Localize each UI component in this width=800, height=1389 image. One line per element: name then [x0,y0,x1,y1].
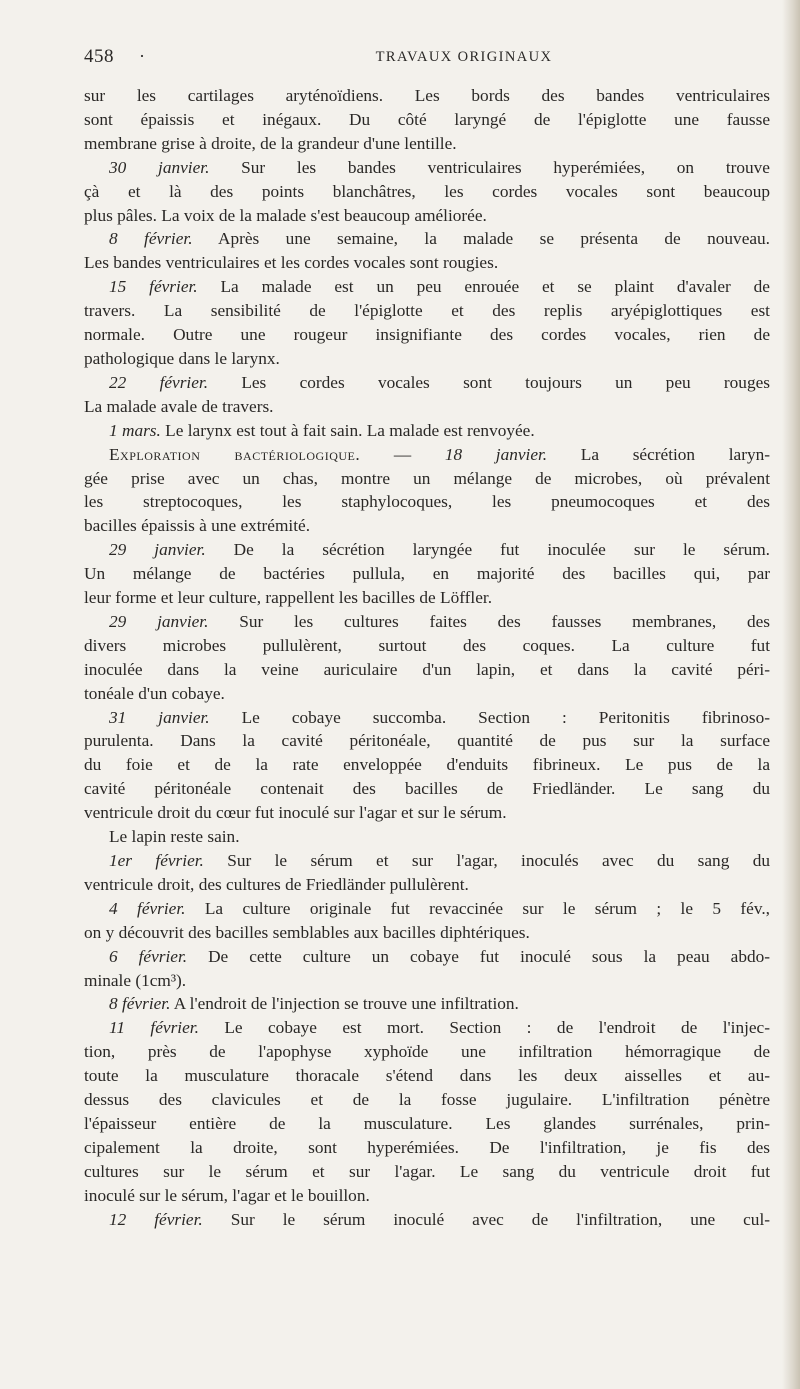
line-text: inoculée dans la veine auriculaire d'un lapin, et dans la cavité péri- [84,659,770,679]
page-edge-shadow [782,0,800,1389]
line-text: La malade est un peu enrouée et se plaint d'avaler de [197,277,770,297]
body-text [84,84,770,1232]
line-text: La culture originale fut revaccinée sur le sérum ; le 5 fév., [185,898,770,918]
entry-date: 11 février. [109,1018,199,1038]
paragraph [84,1016,770,1207]
page-header [84,46,724,76]
entry-date: 29 janvier. [109,611,209,631]
text-line [84,610,770,634]
text-line [84,1112,770,1136]
paragraph [84,84,770,156]
paragraph [84,371,770,419]
paragraph [84,227,770,275]
text-line [84,897,770,921]
line-text: ventricule droit, des cultures de Friedländer pullulèrent. [84,874,469,894]
paragraph [84,538,770,610]
entry-date: 31 janvier. [109,707,210,727]
line-text: Le larynx est tout à fait sain. La malade est renvoyée. [160,420,535,440]
paragraph [84,825,770,849]
text-line [84,251,770,275]
text-line [84,299,770,323]
line-text: les streptocoques, les staphylocoques, les pneumocoques et des [84,492,770,512]
paragraph [84,706,770,826]
line-text: sur les cartilages aryténoïdiens. Les bords des bandes ventriculaires [84,86,770,105]
text-line [84,1208,770,1232]
text-line [84,395,770,419]
text-line [84,682,770,706]
line-text: La sécrétion laryn- [547,444,771,464]
text-line [84,1040,770,1064]
line-text: pathologique dans le larynx. [84,348,280,368]
line-text: tonéale d'un cobaye. [84,683,225,703]
text-line [84,180,770,204]
line-text: cipalement la droite, sont hyperémiées. De l'infiltration, je fis des [84,1137,770,1157]
text-line [84,729,770,753]
text-line [84,562,770,586]
line-text: l'épaisseur entière de la musculature. Les glandes surrénales, prin- [84,1113,770,1133]
line-text: cavité péritonéale contenait des bacilles de Friedländer. Le sang du [84,779,770,799]
line-text: cultures sur le sérum et sur l'agar. Le sang du ventricule droit fut [84,1161,770,1181]
text-line [84,419,770,443]
line-text: La malade avale de travers. [84,396,274,416]
page-number: 458 [84,46,114,67]
text-line [84,777,770,801]
text-line [84,801,770,825]
text-line [84,873,770,897]
line-text: Le lapin reste sain. [109,827,240,847]
paragraph [84,945,770,993]
section-label: Exploration bactériologique. [109,444,361,464]
paragraph [84,897,770,945]
text-line [84,825,770,849]
line-text: on y découvrit des bacilles semblables aux bacilles diphtériques. [84,922,530,942]
line-text: purulenta. Dans la cavité péritonéale, quantité de pus sur la surface [84,731,770,751]
line-text: plus pâles. La voix de la malade s'est beaucoup améliorée. [84,205,487,225]
line-text: Les bandes ventriculaires et les cordes vocales sont rougies. [84,253,499,273]
text-line [84,347,770,371]
entry-date: 1er février. [109,851,204,870]
text-line [84,706,770,730]
text-line [84,538,770,562]
entry-date: 4 février. [109,898,186,918]
text-line [84,969,770,993]
paragraph [84,1208,770,1232]
text-line [84,467,770,491]
entry-date: 1 mars. [109,420,161,440]
text-line [84,275,770,299]
text-line [84,1136,770,1160]
line-text: Sur les bandes ventriculaires hyperémiées, on trouve [209,157,770,177]
entry-date: 12 février. [109,1209,203,1229]
line-text: normale. Outre une rougeur insignifiante des cordes vocales, rien de [84,325,770,345]
line-text: Après une semaine, la malade se présenta de nouveau. [192,229,770,249]
text-line [84,753,770,777]
line-text: gée prise avec un chas, montre un mélange de microbes, où prévalent [84,468,770,488]
paragraph [84,610,770,706]
paragraph [84,443,770,539]
text-line [84,658,770,682]
line-text: du foie et de la rate enveloppée d'enduits fibrineux. Le pus de la [84,755,770,775]
line-text: A l'endroit de l'injection se trouve une infiltration. [170,994,519,1014]
line-text: De cette culture un cobaye fut inoculé sous la peau abdo- [187,946,770,966]
text-line [84,945,770,969]
text-line [84,992,770,1016]
paragraph [84,992,770,1016]
line-text: Sur le sérum et sur l'agar, inoculés avec du sang du [203,851,770,870]
text-line [84,634,770,658]
text-line [84,323,770,347]
text-line [84,132,770,156]
line-text: Sur les cultures faites des fausses membranes, des [208,611,770,631]
line-text: divers microbes pullulèrent, surtout des coques. La culture fut [84,635,770,655]
line-text: membrane grise à droite, de la grandeur d'une lentille. [84,133,457,153]
line-text: Le cobaye succomba. Section : Peritonitis fibrinoso- [209,707,770,727]
text-line [84,227,770,251]
line-text: minale (1cm³). [84,970,187,990]
entry-date: 29 janvier. [109,540,206,560]
paragraph [84,419,770,443]
entry-date: 22 février. [109,372,209,392]
label-separator: — [360,444,445,464]
text-line [84,1016,770,1040]
line-text: tion, près de l'apophyse xyphoïde une infiltration hémorragique de [84,1042,770,1062]
line-text: Un mélange de bactéries pullula, en majorité des bacilles qui, par [84,564,770,584]
text-line [84,204,770,228]
text-line [84,443,770,467]
entry-date: 30 janvier. [109,157,210,177]
text-line [84,1064,770,1088]
line-text: çà et là des points blanchâtres, les cordes vocales sont beaucoup [84,181,770,201]
line-text: Sur le sérum inoculé avec de l'infiltration, une cul- [202,1209,770,1229]
text-line [84,84,770,108]
line-text: sont épaissis et inégaux. Du côté laryngé de l'épiglotte une fausse [84,109,770,129]
text-line [84,921,770,945]
line-text: Le cobaye est mort. Section : de l'endroit de l'injec- [198,1018,770,1038]
paragraph [84,156,770,228]
line-text: leur forme et leur culture, rappellent les bacilles de Löffler. [84,588,493,608]
text-line [84,1160,770,1184]
text-line [84,849,770,873]
paragraph [84,849,770,897]
entry-date: 15 février. [109,277,198,297]
line-text: De la sécrétion laryngée fut inoculée sur le sérum. [205,540,770,560]
line-text: bacilles épaissis à une extrémité. [84,516,311,536]
entry-date: 8 février. [109,994,171,1014]
line-text: travers. La sensibilité de l'épiglotte et des replis aryépiglottiques est [84,301,770,321]
text-line [84,1184,770,1208]
text-line [84,156,770,180]
line-text: inoculé sur le sérum, l'agar et le bouillon. [84,1185,370,1205]
line-text: ventricule droit du cœur fut inoculé sur l'agar et sur le sérum. [84,803,507,823]
line-text: dessus des clavicules et de la fosse jugulaire. L'infiltration pénètre [84,1090,770,1110]
text-line [84,514,770,538]
text-line [84,108,770,132]
entry-date: 6 février. [109,946,188,966]
entry-date: 18 janvier. [444,444,548,464]
entry-date: 8 février. [109,229,193,249]
line-text: toute la musculature thoracale s'étend dans les deux aisselles et au- [84,1066,770,1086]
paragraph [84,275,770,371]
text-line [84,586,770,610]
running-head: TRAVAUX ORIGINAUX [375,49,553,65]
text-line [84,371,770,395]
header-separator: · [139,46,145,66]
text-line [84,490,770,514]
text-line [84,1088,770,1112]
line-text: Les cordes vocales sont toujours un peu rouges [208,372,770,392]
